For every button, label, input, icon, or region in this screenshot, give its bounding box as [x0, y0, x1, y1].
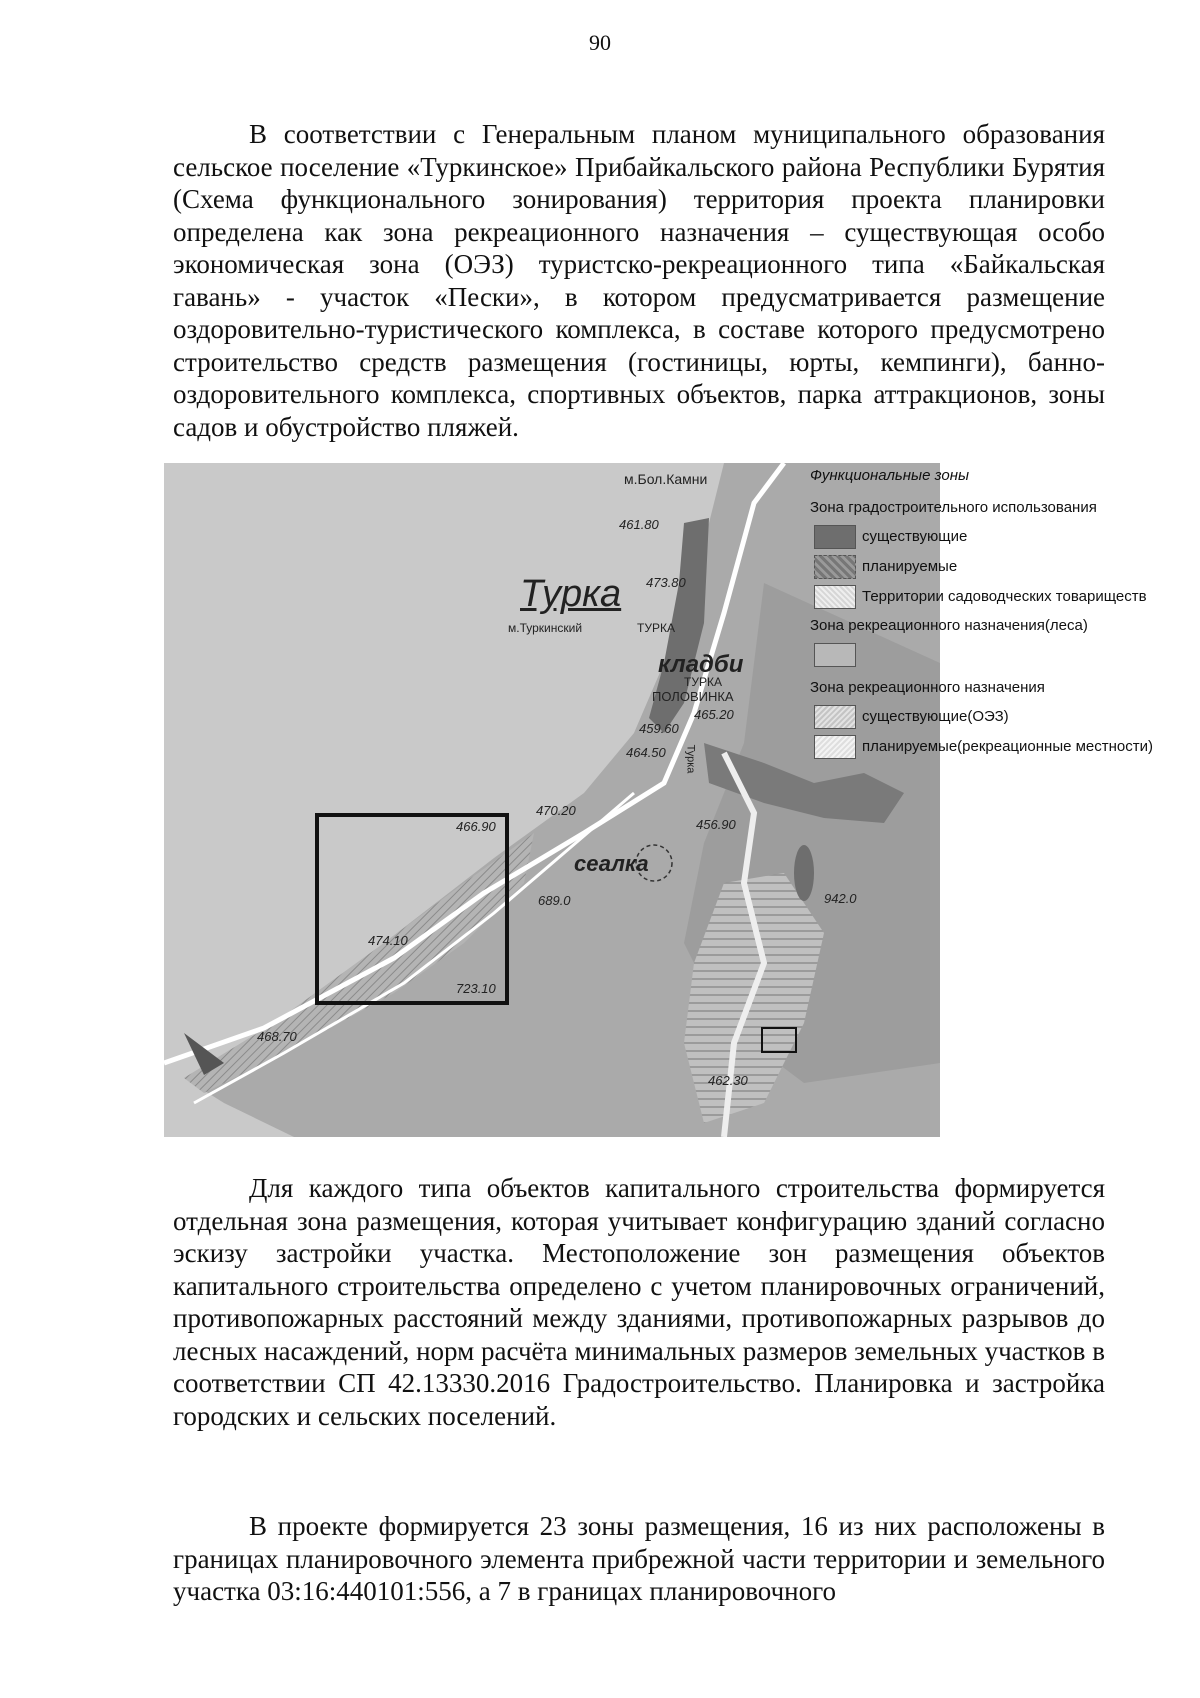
legend-recreation-forest: Зона рекреационного назначения(леса): [810, 617, 1088, 634]
label-village: ТУРКА: [637, 621, 675, 635]
legend-swatch-gardening: [814, 585, 856, 609]
page-number: 90: [589, 30, 611, 55]
paragraph-placement-zones: Для каждого типа объектов капитального строительства формируется отдельная зона размещения, которая учитывает конфигурацию зданий согласно эскизу застройки участка. Местоположение зон размещения объектов капитального строительства определено с учетом планировочных ограничений, противопожарных расстояний между зданиями, противопожарных разрывов до лесных насаждений, норм расчёта минимальных размеров земельных участков в соответствии СП 42.13330.2016 Градостроительство. Планировка и застройка городских и сельских поселений.: [173, 1173, 1105, 1431]
legend-swatch-planned: [814, 555, 856, 579]
paragraph-zone-count: В проекте формируется 23 зоны размещения, 16 из них расположены в границах планировочного элемента прибрежной части территории и земельного участка 03:16:440101:556, а 7 в границах планировочного: [173, 1511, 1105, 1606]
label-river: Турка: [684, 744, 697, 774]
elevation-label: 461.80: [619, 517, 659, 532]
zoning-map-figure: [164, 463, 1174, 1137]
legend-swatch-forest: [814, 643, 856, 667]
paragraph-general-plan: В соответствии с Генеральным планом муниципального образования сельское поселение «Туркинское» Прибайкальского района Республики Бурятия (Схема функционального зонирования) территория проекта планировки определена как зона рекреационного назначения – существующая особо экономическая зона (ОЭЗ) туристско-рекреационного типа «Байкальская гавань» - участок «Пески», в котором предусматривается размещение оздоровительно-туристического комплекса, в составе которого предусмотрено строительство средств размещения (гостиницы, юрты, кемпинги), банно-оздоровительного комплекса, спортивных объектов, парка аттракционов, зоны садов и обустройство пляжей.: [173, 119, 1105, 442]
elevation-label: 459.60: [639, 721, 679, 736]
label-cape2: м.Туркинский: [508, 621, 583, 635]
label-sealka: сеалка: [574, 851, 649, 876]
elevation-label: 723.10: [456, 981, 496, 996]
elevation-label: 462.30: [708, 1073, 748, 1088]
legend-planned: планируемые: [862, 558, 958, 575]
elevation-label: 942.0: [824, 891, 857, 906]
elevation-label: 470.20: [536, 803, 576, 818]
legend-urban-zone: Зона градостроительного использования: [810, 499, 1097, 516]
elevation-label: 689.0: [538, 893, 571, 908]
legend-swatch-existing: [814, 525, 856, 549]
legend-existing: существующие: [862, 528, 968, 545]
legend-gardening: Территории садоводческих товариществ: [862, 588, 1147, 605]
legend-swatch-recreation-planned: [814, 735, 856, 759]
planned-urban-blob: [794, 845, 814, 901]
label-polovinka: ПОЛОВИНКА: [652, 689, 734, 704]
legend-planned-recreation: планируемые(рекреационные местности): [862, 738, 1153, 755]
elevation-label: 466.90: [456, 819, 496, 834]
elevation-label: 464.50: [626, 745, 666, 760]
legend-title: Функциональные зоны: [810, 467, 970, 484]
label-cape: м.Бол.Камни: [624, 471, 708, 487]
elevation-label: 474.10: [368, 933, 408, 948]
legend-recreation: Зона рекреационного назначения: [810, 679, 1045, 696]
label-turka2: ТУРКА: [684, 675, 722, 689]
legend-swatch-oez: [814, 705, 856, 729]
label-town: Турка: [520, 573, 622, 615]
elevation-label: 473.80: [646, 575, 686, 590]
label-cemetery: кладби: [658, 651, 744, 678]
elevation-label: 456.90: [696, 817, 736, 832]
legend-existing-oez: существующие(ОЭЗ): [862, 708, 1009, 725]
elevation-label: 465.20: [694, 707, 734, 722]
elevation-label: 468.70: [257, 1029, 297, 1044]
